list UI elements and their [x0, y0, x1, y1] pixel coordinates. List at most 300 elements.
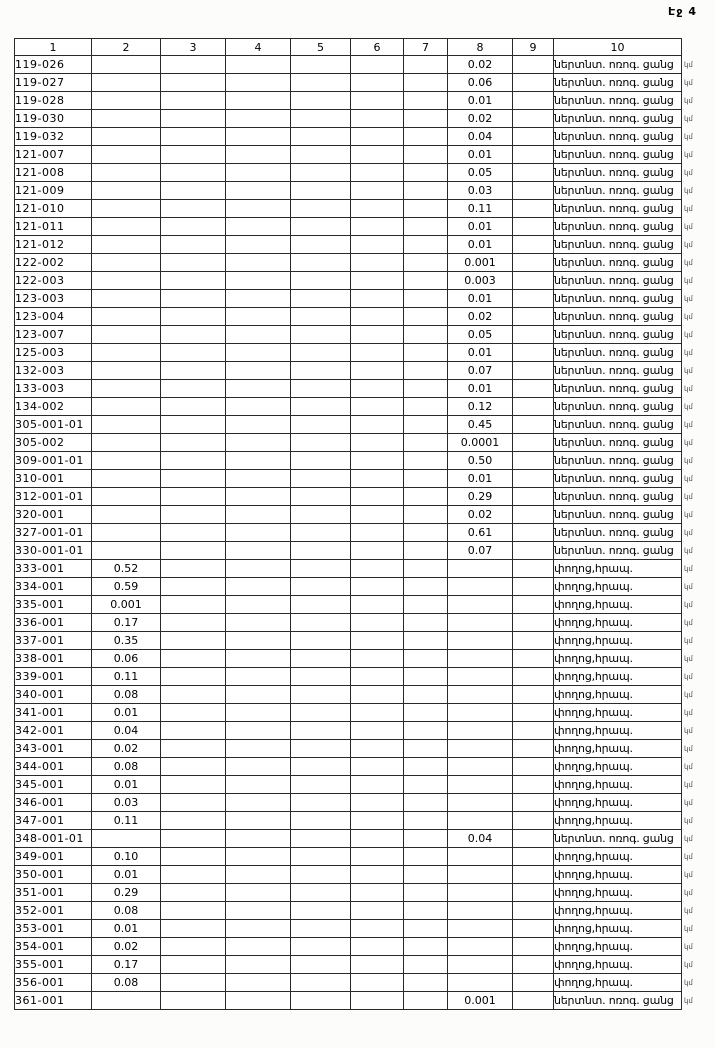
- category-cell: փողոց,հրապ.: [554, 812, 682, 830]
- value-cell: [226, 92, 291, 110]
- unit-note: կմ: [684, 529, 693, 537]
- value-cell: [448, 794, 513, 812]
- value-cell: 0.35: [92, 632, 161, 650]
- category-cell: փողոց,հրապ.: [554, 686, 682, 704]
- value-cell: [226, 182, 291, 200]
- value-cell: [92, 74, 161, 92]
- value-cell: [92, 470, 161, 488]
- value-cell: [291, 596, 351, 614]
- value-cell: [513, 506, 554, 524]
- code-cell: 344-001: [15, 758, 92, 776]
- code-cell: 351-001: [15, 884, 92, 902]
- value-cell: [513, 74, 554, 92]
- value-cell: [351, 884, 404, 902]
- value-cell: 0.04: [448, 830, 513, 848]
- data-table: [14, 38, 682, 1010]
- table-row: [15, 578, 682, 596]
- value-cell: [226, 560, 291, 578]
- value-cell: [226, 866, 291, 884]
- value-cell: [404, 704, 448, 722]
- value-cell: [513, 614, 554, 632]
- value-cell: [291, 740, 351, 758]
- value-cell: [351, 272, 404, 290]
- category-cell: ներտնտ. ոռոգ. ցանց: [554, 128, 682, 146]
- value-cell: [161, 506, 226, 524]
- value-cell: [404, 308, 448, 326]
- value-cell: [291, 938, 351, 956]
- value-cell: [92, 92, 161, 110]
- value-cell: [404, 560, 448, 578]
- category-cell: ներտնտ. ոռոգ. ցանց: [554, 506, 682, 524]
- value-cell: [448, 578, 513, 596]
- value-cell: [161, 830, 226, 848]
- value-cell: [226, 614, 291, 632]
- value-cell: [351, 542, 404, 560]
- unit-note: կմ: [684, 241, 693, 249]
- value-cell: [161, 920, 226, 938]
- value-cell: [404, 452, 448, 470]
- value-cell: [404, 398, 448, 416]
- unit-note: կմ: [684, 403, 693, 411]
- value-cell: [291, 182, 351, 200]
- table-row: [15, 200, 682, 218]
- value-cell: [161, 182, 226, 200]
- value-cell: [161, 398, 226, 416]
- value-cell: 0.08: [92, 902, 161, 920]
- value-cell: [404, 92, 448, 110]
- table-row: [15, 272, 682, 290]
- value-cell: [513, 164, 554, 182]
- category-cell: ներտնտ. ոռոգ. ցանց: [554, 146, 682, 164]
- unit-note: կմ: [684, 259, 693, 267]
- value-cell: [291, 92, 351, 110]
- value-cell: [513, 416, 554, 434]
- value-cell: [351, 866, 404, 884]
- unit-note: կմ: [684, 187, 693, 195]
- code-cell: 346-001: [15, 794, 92, 812]
- category-cell: փողոց,հրապ.: [554, 740, 682, 758]
- table-row: [15, 164, 682, 182]
- value-cell: 0.05: [448, 326, 513, 344]
- code-cell: 348-001-01: [15, 830, 92, 848]
- unit-note: կմ: [684, 205, 693, 213]
- unit-note: կմ: [684, 151, 693, 159]
- value-cell: [161, 902, 226, 920]
- code-cell: 355-001: [15, 956, 92, 974]
- table-row: [15, 344, 682, 362]
- value-cell: [404, 632, 448, 650]
- unit-note: կմ: [684, 115, 693, 123]
- value-cell: [226, 308, 291, 326]
- value-cell: [92, 488, 161, 506]
- unit-note: կմ: [684, 547, 693, 555]
- code-cell: 121-011: [15, 218, 92, 236]
- value-cell: [404, 200, 448, 218]
- value-cell: [291, 146, 351, 164]
- value-cell: [404, 614, 448, 632]
- unit-note: կմ: [684, 979, 693, 987]
- value-cell: [161, 56, 226, 74]
- value-cell: [226, 110, 291, 128]
- category-cell: փողոց,հրապ.: [554, 866, 682, 884]
- value-cell: [161, 272, 226, 290]
- value-cell: [513, 848, 554, 866]
- table-row: [15, 182, 682, 200]
- value-cell: [404, 920, 448, 938]
- value-cell: [161, 470, 226, 488]
- value-cell: [226, 794, 291, 812]
- value-cell: [291, 218, 351, 236]
- value-cell: [351, 848, 404, 866]
- value-cell: 0.01: [448, 380, 513, 398]
- unit-note: կմ: [684, 889, 693, 897]
- value-cell: [351, 254, 404, 272]
- value-cell: [291, 884, 351, 902]
- value-cell: [404, 506, 448, 524]
- category-cell: ներտնտ. ոռոգ. ցանց: [554, 290, 682, 308]
- value-cell: [513, 524, 554, 542]
- unit-note: կմ: [684, 583, 693, 591]
- value-cell: [92, 254, 161, 272]
- value-cell: [351, 362, 404, 380]
- category-cell: փողոց,հրապ.: [554, 668, 682, 686]
- category-cell: փողոց,հրապ.: [554, 974, 682, 992]
- category-cell: ներտնտ. ոռոգ. ցանց: [554, 254, 682, 272]
- value-cell: [351, 146, 404, 164]
- value-cell: [404, 956, 448, 974]
- code-cell: 320-001: [15, 506, 92, 524]
- code-cell: 338-001: [15, 650, 92, 668]
- value-cell: [161, 308, 226, 326]
- category-cell: ներտնտ. ոռոգ. ցանց: [554, 470, 682, 488]
- value-cell: [404, 992, 448, 1010]
- value-cell: [513, 254, 554, 272]
- value-cell: [291, 776, 351, 794]
- table-row: [15, 92, 682, 110]
- unit-note: կմ: [684, 367, 693, 375]
- unit-note: կմ: [684, 277, 693, 285]
- value-cell: 0.003: [448, 272, 513, 290]
- value-cell: [404, 344, 448, 362]
- value-cell: [161, 704, 226, 722]
- value-cell: 0.11: [448, 200, 513, 218]
- value-cell: [161, 956, 226, 974]
- code-cell: 125-003: [15, 344, 92, 362]
- value-cell: [404, 596, 448, 614]
- table-row: [15, 956, 682, 974]
- table-row: [15, 380, 682, 398]
- value-cell: [351, 290, 404, 308]
- category-cell: փողոց,հրապ.: [554, 938, 682, 956]
- code-cell: 312-001-01: [15, 488, 92, 506]
- code-cell: 134-002: [15, 398, 92, 416]
- unit-note: կմ: [684, 565, 693, 573]
- value-cell: 0.17: [92, 956, 161, 974]
- value-cell: [291, 434, 351, 452]
- value-cell: [92, 542, 161, 560]
- value-cell: [161, 650, 226, 668]
- value-cell: [448, 650, 513, 668]
- table-row: [15, 974, 682, 992]
- value-cell: [92, 164, 161, 182]
- table-row: [15, 650, 682, 668]
- value-cell: [161, 776, 226, 794]
- value-cell: [226, 776, 291, 794]
- value-cell: [513, 308, 554, 326]
- value-cell: 0.02: [92, 938, 161, 956]
- code-cell: 337-001: [15, 632, 92, 650]
- value-cell: [291, 272, 351, 290]
- code-cell: 336-001: [15, 614, 92, 632]
- table-header-row: [15, 39, 682, 56]
- value-cell: [351, 128, 404, 146]
- unit-note: կմ: [684, 817, 693, 825]
- value-cell: [291, 56, 351, 74]
- value-cell: [92, 506, 161, 524]
- value-cell: [513, 902, 554, 920]
- unit-note: կմ: [684, 745, 693, 753]
- code-cell: 334-001: [15, 578, 92, 596]
- value-cell: 0.04: [92, 722, 161, 740]
- unit-note: կմ: [684, 871, 693, 879]
- value-cell: 0.001: [92, 596, 161, 614]
- table-row: [15, 488, 682, 506]
- value-cell: [291, 560, 351, 578]
- table-body: [15, 56, 682, 1010]
- code-cell: 305-001-01: [15, 416, 92, 434]
- value-cell: [351, 668, 404, 686]
- table-row: [15, 776, 682, 794]
- table-row: [15, 74, 682, 92]
- value-cell: [404, 884, 448, 902]
- unit-note: կմ: [684, 133, 693, 141]
- value-cell: [161, 218, 226, 236]
- code-cell: 310-001: [15, 470, 92, 488]
- unit-note: կմ: [684, 601, 693, 609]
- table-row: [15, 470, 682, 488]
- value-cell: [92, 380, 161, 398]
- value-cell: [513, 452, 554, 470]
- value-cell: [161, 614, 226, 632]
- value-cell: [291, 236, 351, 254]
- value-cell: [226, 434, 291, 452]
- table-row: [15, 632, 682, 650]
- code-cell: 119-028: [15, 92, 92, 110]
- unit-note: կմ: [684, 331, 693, 339]
- value-cell: [513, 236, 554, 254]
- value-cell: [291, 452, 351, 470]
- unit-note: կմ: [684, 421, 693, 429]
- value-cell: [404, 866, 448, 884]
- table-row: [15, 722, 682, 740]
- code-cell: 341-001: [15, 704, 92, 722]
- value-cell: [513, 362, 554, 380]
- category-cell: ներտնտ. ոռոգ. ցանց: [554, 236, 682, 254]
- value-cell: [92, 326, 161, 344]
- unit-note: կմ: [684, 439, 693, 447]
- value-cell: [92, 362, 161, 380]
- value-cell: [226, 704, 291, 722]
- value-cell: [291, 758, 351, 776]
- category-cell: ներտնտ. ոռոգ. ցանց: [554, 344, 682, 362]
- value-cell: [404, 686, 448, 704]
- value-cell: [226, 488, 291, 506]
- value-cell: [226, 938, 291, 956]
- value-cell: 0.59: [92, 578, 161, 596]
- category-cell: ներտնտ. ոռոգ. ցանց: [554, 434, 682, 452]
- value-cell: [448, 866, 513, 884]
- value-cell: [513, 884, 554, 902]
- code-cell: 340-001: [15, 686, 92, 704]
- value-cell: [161, 74, 226, 92]
- value-cell: 0.03: [92, 794, 161, 812]
- table-row: [15, 794, 682, 812]
- code-cell: 123-007: [15, 326, 92, 344]
- table-row: [15, 812, 682, 830]
- value-cell: [448, 704, 513, 722]
- value-cell: [351, 956, 404, 974]
- value-cell: [404, 128, 448, 146]
- unit-note: կմ: [684, 385, 693, 393]
- value-cell: [351, 794, 404, 812]
- category-cell: փողոց,հրապ.: [554, 884, 682, 902]
- table-row: [15, 740, 682, 758]
- unit-note: կմ: [684, 457, 693, 465]
- value-cell: 0.001: [448, 254, 513, 272]
- value-cell: [161, 560, 226, 578]
- value-cell: [351, 722, 404, 740]
- code-cell: 119-026: [15, 56, 92, 74]
- value-cell: [226, 326, 291, 344]
- value-cell: [291, 128, 351, 146]
- value-cell: [291, 704, 351, 722]
- value-cell: [226, 470, 291, 488]
- table-row: [15, 110, 682, 128]
- value-cell: [226, 128, 291, 146]
- value-cell: 0.10: [92, 848, 161, 866]
- value-cell: [513, 488, 554, 506]
- value-cell: [404, 542, 448, 560]
- value-cell: [226, 650, 291, 668]
- table-row: [15, 290, 682, 308]
- value-cell: [291, 380, 351, 398]
- value-cell: [161, 578, 226, 596]
- value-cell: [161, 992, 226, 1010]
- value-cell: [226, 146, 291, 164]
- code-cell: 352-001: [15, 902, 92, 920]
- value-cell: [161, 146, 226, 164]
- value-cell: [291, 848, 351, 866]
- value-cell: [351, 308, 404, 326]
- value-cell: 0.01: [448, 470, 513, 488]
- value-cell: [92, 182, 161, 200]
- value-cell: [161, 884, 226, 902]
- table-row: [15, 560, 682, 578]
- value-cell: [351, 686, 404, 704]
- value-cell: [351, 740, 404, 758]
- unit-notes-column: [684, 56, 693, 1010]
- value-cell: [448, 686, 513, 704]
- category-cell: ներտնտ. ոռոգ. ցանց: [554, 272, 682, 290]
- value-cell: [226, 848, 291, 866]
- value-cell: [404, 470, 448, 488]
- unit-note: կմ: [684, 925, 693, 933]
- table-row: [15, 56, 682, 74]
- code-cell: 123-003: [15, 290, 92, 308]
- value-cell: [513, 146, 554, 164]
- unit-note: կմ: [684, 97, 693, 105]
- unit-note: կմ: [684, 763, 693, 771]
- value-cell: 0.52: [92, 560, 161, 578]
- category-cell: ներտնտ. ոռոգ. ցանց: [554, 110, 682, 128]
- value-cell: 0.61: [448, 524, 513, 542]
- value-cell: [404, 272, 448, 290]
- value-cell: [226, 686, 291, 704]
- value-cell: [291, 308, 351, 326]
- value-cell: [404, 380, 448, 398]
- value-cell: 0.07: [448, 542, 513, 560]
- value-cell: [351, 380, 404, 398]
- value-cell: [513, 380, 554, 398]
- category-cell: փողոց,հրապ.: [554, 920, 682, 938]
- column-header: 6: [351, 39, 404, 56]
- value-cell: [226, 164, 291, 182]
- value-cell: [404, 146, 448, 164]
- category-cell: ներտնտ. ոռոգ. ցանց: [554, 452, 682, 470]
- value-cell: [351, 326, 404, 344]
- value-cell: [92, 524, 161, 542]
- value-cell: [291, 506, 351, 524]
- value-cell: [291, 614, 351, 632]
- table-row: [15, 146, 682, 164]
- value-cell: 0.11: [92, 668, 161, 686]
- value-cell: [291, 830, 351, 848]
- value-cell: [351, 164, 404, 182]
- value-cell: [92, 416, 161, 434]
- unit-note: կմ: [684, 907, 693, 915]
- value-cell: [404, 668, 448, 686]
- table-row: [15, 524, 682, 542]
- value-cell: [226, 632, 291, 650]
- value-cell: [226, 290, 291, 308]
- value-cell: [404, 812, 448, 830]
- value-cell: [351, 92, 404, 110]
- value-cell: [291, 650, 351, 668]
- value-cell: 0.06: [92, 650, 161, 668]
- category-cell: փողոց,հրապ.: [554, 776, 682, 794]
- value-cell: [92, 218, 161, 236]
- code-cell: 121-009: [15, 182, 92, 200]
- value-cell: [513, 866, 554, 884]
- value-cell: [226, 362, 291, 380]
- value-cell: [351, 434, 404, 452]
- value-cell: [404, 326, 448, 344]
- code-cell: 121-010: [15, 200, 92, 218]
- value-cell: [351, 704, 404, 722]
- value-cell: [92, 830, 161, 848]
- value-cell: 0.01: [92, 920, 161, 938]
- value-cell: [291, 488, 351, 506]
- category-cell: փողոց,հրապ.: [554, 596, 682, 614]
- value-cell: [291, 74, 351, 92]
- unit-note: կմ: [684, 493, 693, 501]
- value-cell: [404, 578, 448, 596]
- value-cell: [448, 722, 513, 740]
- value-cell: [513, 794, 554, 812]
- category-cell: փողոց,հրապ.: [554, 902, 682, 920]
- category-cell: փողոց,հրապ.: [554, 614, 682, 632]
- category-cell: ներտնտ. ոռոգ. ցանց: [554, 488, 682, 506]
